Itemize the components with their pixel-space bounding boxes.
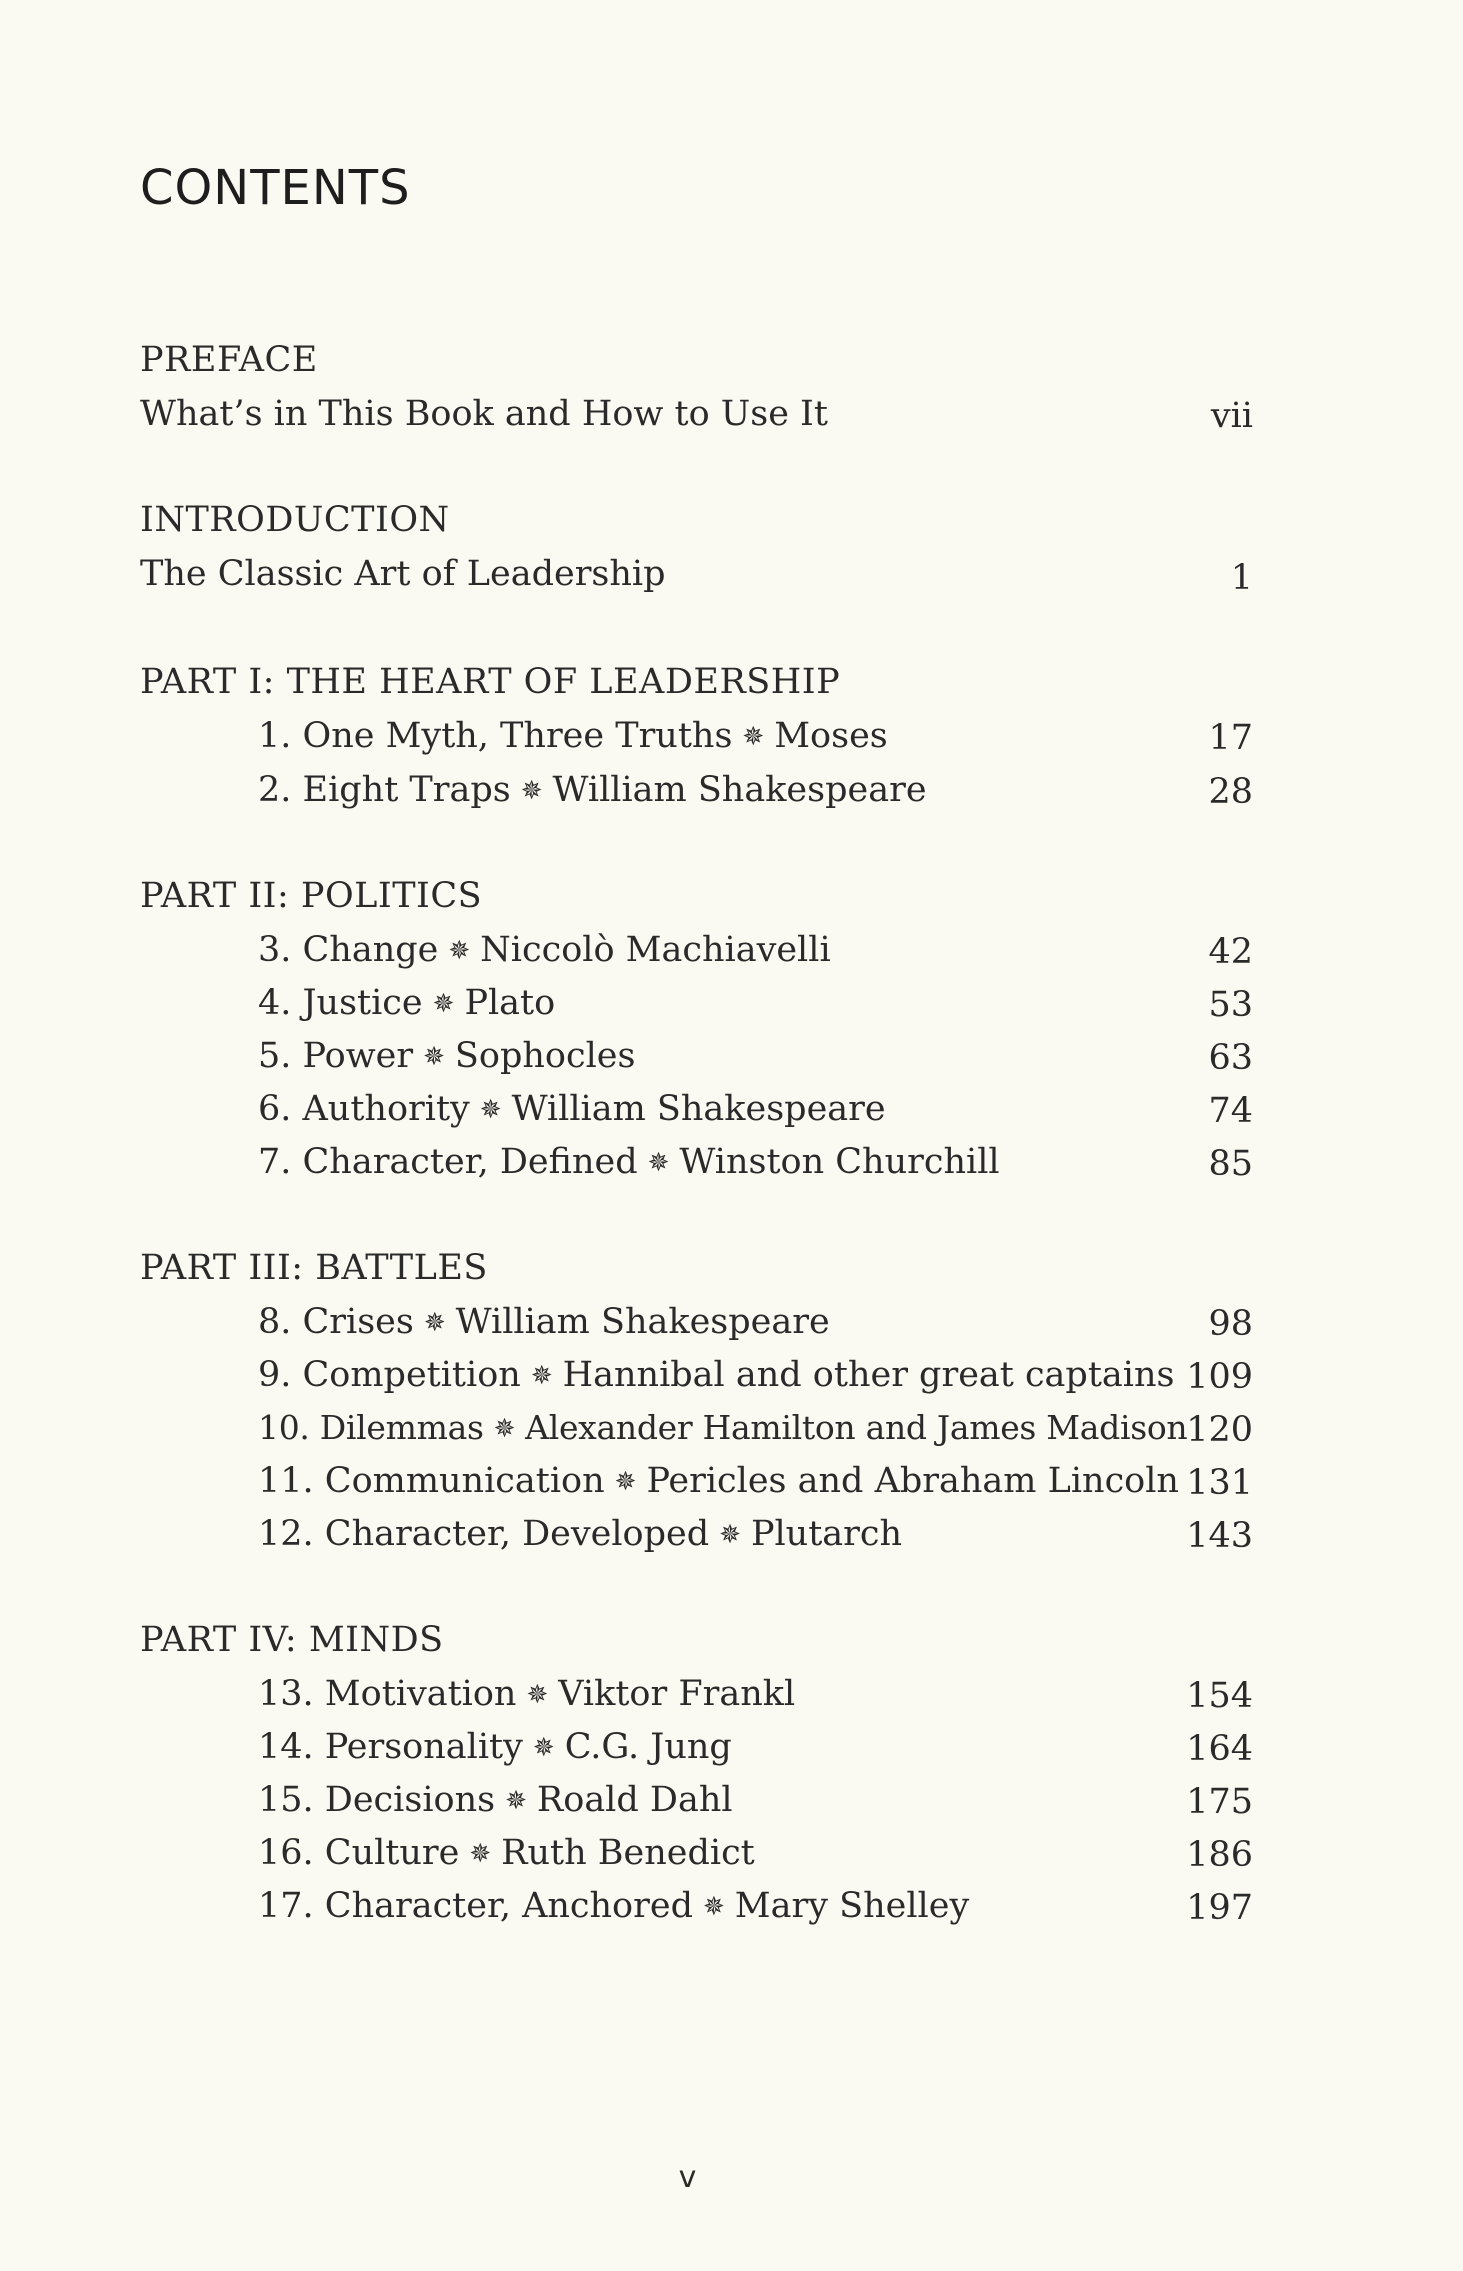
chapter-author: William Shakespeare [455, 1302, 830, 1342]
star-separator-icon: ✵ [532, 1733, 555, 1763]
toc-entry [258, 1884, 969, 1929]
chapter-topic: 15. Decisions [258, 1780, 496, 1820]
part-3-heading: PART III: BATTLES [140, 1248, 488, 1288]
star-separator-icon: ✵ [742, 722, 765, 752]
chapter-topic: 8. Crises [258, 1302, 414, 1342]
toc-entry [258, 714, 888, 759]
toc-entry [258, 1087, 886, 1132]
chapter-topic: 3. Change [258, 930, 439, 970]
star-separator-icon: ✵ [647, 1148, 670, 1178]
toc-entry [258, 1459, 1179, 1504]
chapter-page-number: 131 [1186, 1463, 1253, 1503]
chapter-topic: 14. Personality [258, 1727, 523, 1767]
chapter-topic: 10. Dilemmas [258, 1408, 484, 1447]
toc-entry [258, 1300, 830, 1345]
page-folio: v [678, 2160, 697, 2195]
chapter-page-number: 164 [1186, 1729, 1253, 1769]
preface-heading: PREFACE [140, 340, 318, 380]
chapter-author: Niccolò Machiavelli [480, 930, 831, 970]
star-separator-icon: ✵ [432, 989, 455, 1019]
chapter-author: Plutarch [750, 1514, 903, 1554]
chapter-topic: 11. Communication [258, 1461, 605, 1501]
chapter-author: Viktor Frankl [558, 1674, 796, 1714]
chapter-topic: 12. Character, Developed [258, 1514, 710, 1554]
chapter-page-number: 98 [1208, 1304, 1253, 1344]
chapter-page-number: 143 [1186, 1516, 1253, 1556]
star-separator-icon: ✵ [719, 1520, 741, 1550]
chapter-topic: 1. One Myth, Three Truths [258, 716, 733, 756]
star-separator-icon: ✵ [614, 1467, 637, 1497]
chapter-page-number: 120 [1186, 1410, 1253, 1450]
toc-entry [258, 1778, 733, 1823]
star-separator-icon: ✵ [505, 1786, 527, 1816]
star-separator-icon: ✵ [448, 936, 471, 966]
chapter-page-number: 109 [1186, 1357, 1253, 1397]
chapter-author: Winston Churchill [679, 1142, 1000, 1182]
preface-title: What’s in This Book and How to Use It [140, 394, 828, 434]
chapter-author: C.G. Jung [564, 1727, 732, 1767]
toc-entry [258, 1406, 1187, 1451]
chapter-page-number: 17 [1208, 718, 1253, 758]
toc-entry [258, 1140, 1000, 1185]
chapter-author: Mary Shelley [734, 1886, 970, 1926]
toc-entry [258, 928, 831, 973]
toc-entry [258, 981, 555, 1026]
chapter-page-number: 28 [1208, 772, 1253, 812]
chapter-author: Moses [774, 716, 888, 756]
star-separator-icon: ✵ [479, 1095, 502, 1125]
star-separator-icon: ✵ [469, 1839, 492, 1869]
star-separator-icon: ✵ [423, 1042, 445, 1072]
chapter-page-number: 74 [1208, 1091, 1253, 1131]
toc-entry [258, 1831, 755, 1876]
chapter-author: William Shakespeare [511, 1089, 886, 1129]
chapter-topic: 16. Culture [258, 1833, 460, 1873]
chapter-topic: 9. Competition [258, 1355, 521, 1395]
chapter-author: Roald Dahl [536, 1780, 733, 1820]
chapter-page-number: 186 [1186, 1835, 1253, 1875]
star-separator-icon: ✵ [702, 1892, 725, 1922]
chapter-author: Ruth Benedict [501, 1833, 755, 1873]
chapter-page-number: 175 [1186, 1782, 1253, 1822]
star-separator-icon: ✵ [530, 1361, 553, 1391]
chapter-page-number: 197 [1186, 1888, 1253, 1928]
chapter-author: William Shakespeare [552, 770, 927, 810]
toc-entry [258, 1353, 1174, 1398]
chapter-topic: 4. Justice [258, 983, 423, 1023]
introduction-title: The Classic Art of Leadership [140, 554, 666, 594]
chapter-topic: 13. Motivation [258, 1674, 517, 1714]
star-separator-icon: ✵ [423, 1308, 446, 1338]
chapter-topic: 7. Character, Defined [258, 1142, 638, 1182]
chapter-page-number: 63 [1208, 1038, 1253, 1078]
toc-entry [258, 1725, 732, 1770]
chapter-author: Hannibal and other great captains [562, 1355, 1175, 1395]
chapter-page-number: 42 [1208, 932, 1253, 972]
toc-entry [258, 768, 927, 813]
chapter-page-number: 85 [1208, 1144, 1253, 1184]
toc-entry [258, 1034, 635, 1079]
chapter-author: Alexander Hamilton and James Madison [525, 1408, 1188, 1447]
star-separator-icon: ✵ [520, 776, 543, 806]
chapter-page-number: 53 [1208, 985, 1253, 1025]
chapter-author: Sophocles [454, 1036, 636, 1076]
chapter-topic: 2. Eight Traps [258, 770, 511, 810]
chapter-author: Pericles and Abraham Lincoln [646, 1461, 1179, 1501]
star-separator-icon: ✵ [493, 1414, 516, 1444]
chapter-page-number: 154 [1186, 1676, 1253, 1716]
part-2-heading: PART II: POLITICS [140, 876, 483, 916]
toc-entry [258, 1512, 902, 1557]
star-separator-icon: ✵ [526, 1680, 549, 1710]
introduction-heading: INTRODUCTION [140, 500, 450, 540]
toc-entry [258, 1672, 795, 1717]
chapter-topic: 6. Authority [258, 1089, 470, 1129]
chapter-author: Plato [464, 983, 556, 1023]
part-1-heading: PART I: THE HEART OF LEADERSHIP [140, 662, 841, 702]
preface-page-number: vii [1210, 396, 1253, 436]
chapter-topic: 17. Character, Anchored [258, 1886, 693, 1926]
part-4-heading: PART IV: MINDS [140, 1620, 444, 1660]
chapter-topic: 5. Power [258, 1036, 414, 1076]
introduction-page-number: 1 [1230, 558, 1253, 598]
page-title: CONTENTS [140, 160, 411, 216]
